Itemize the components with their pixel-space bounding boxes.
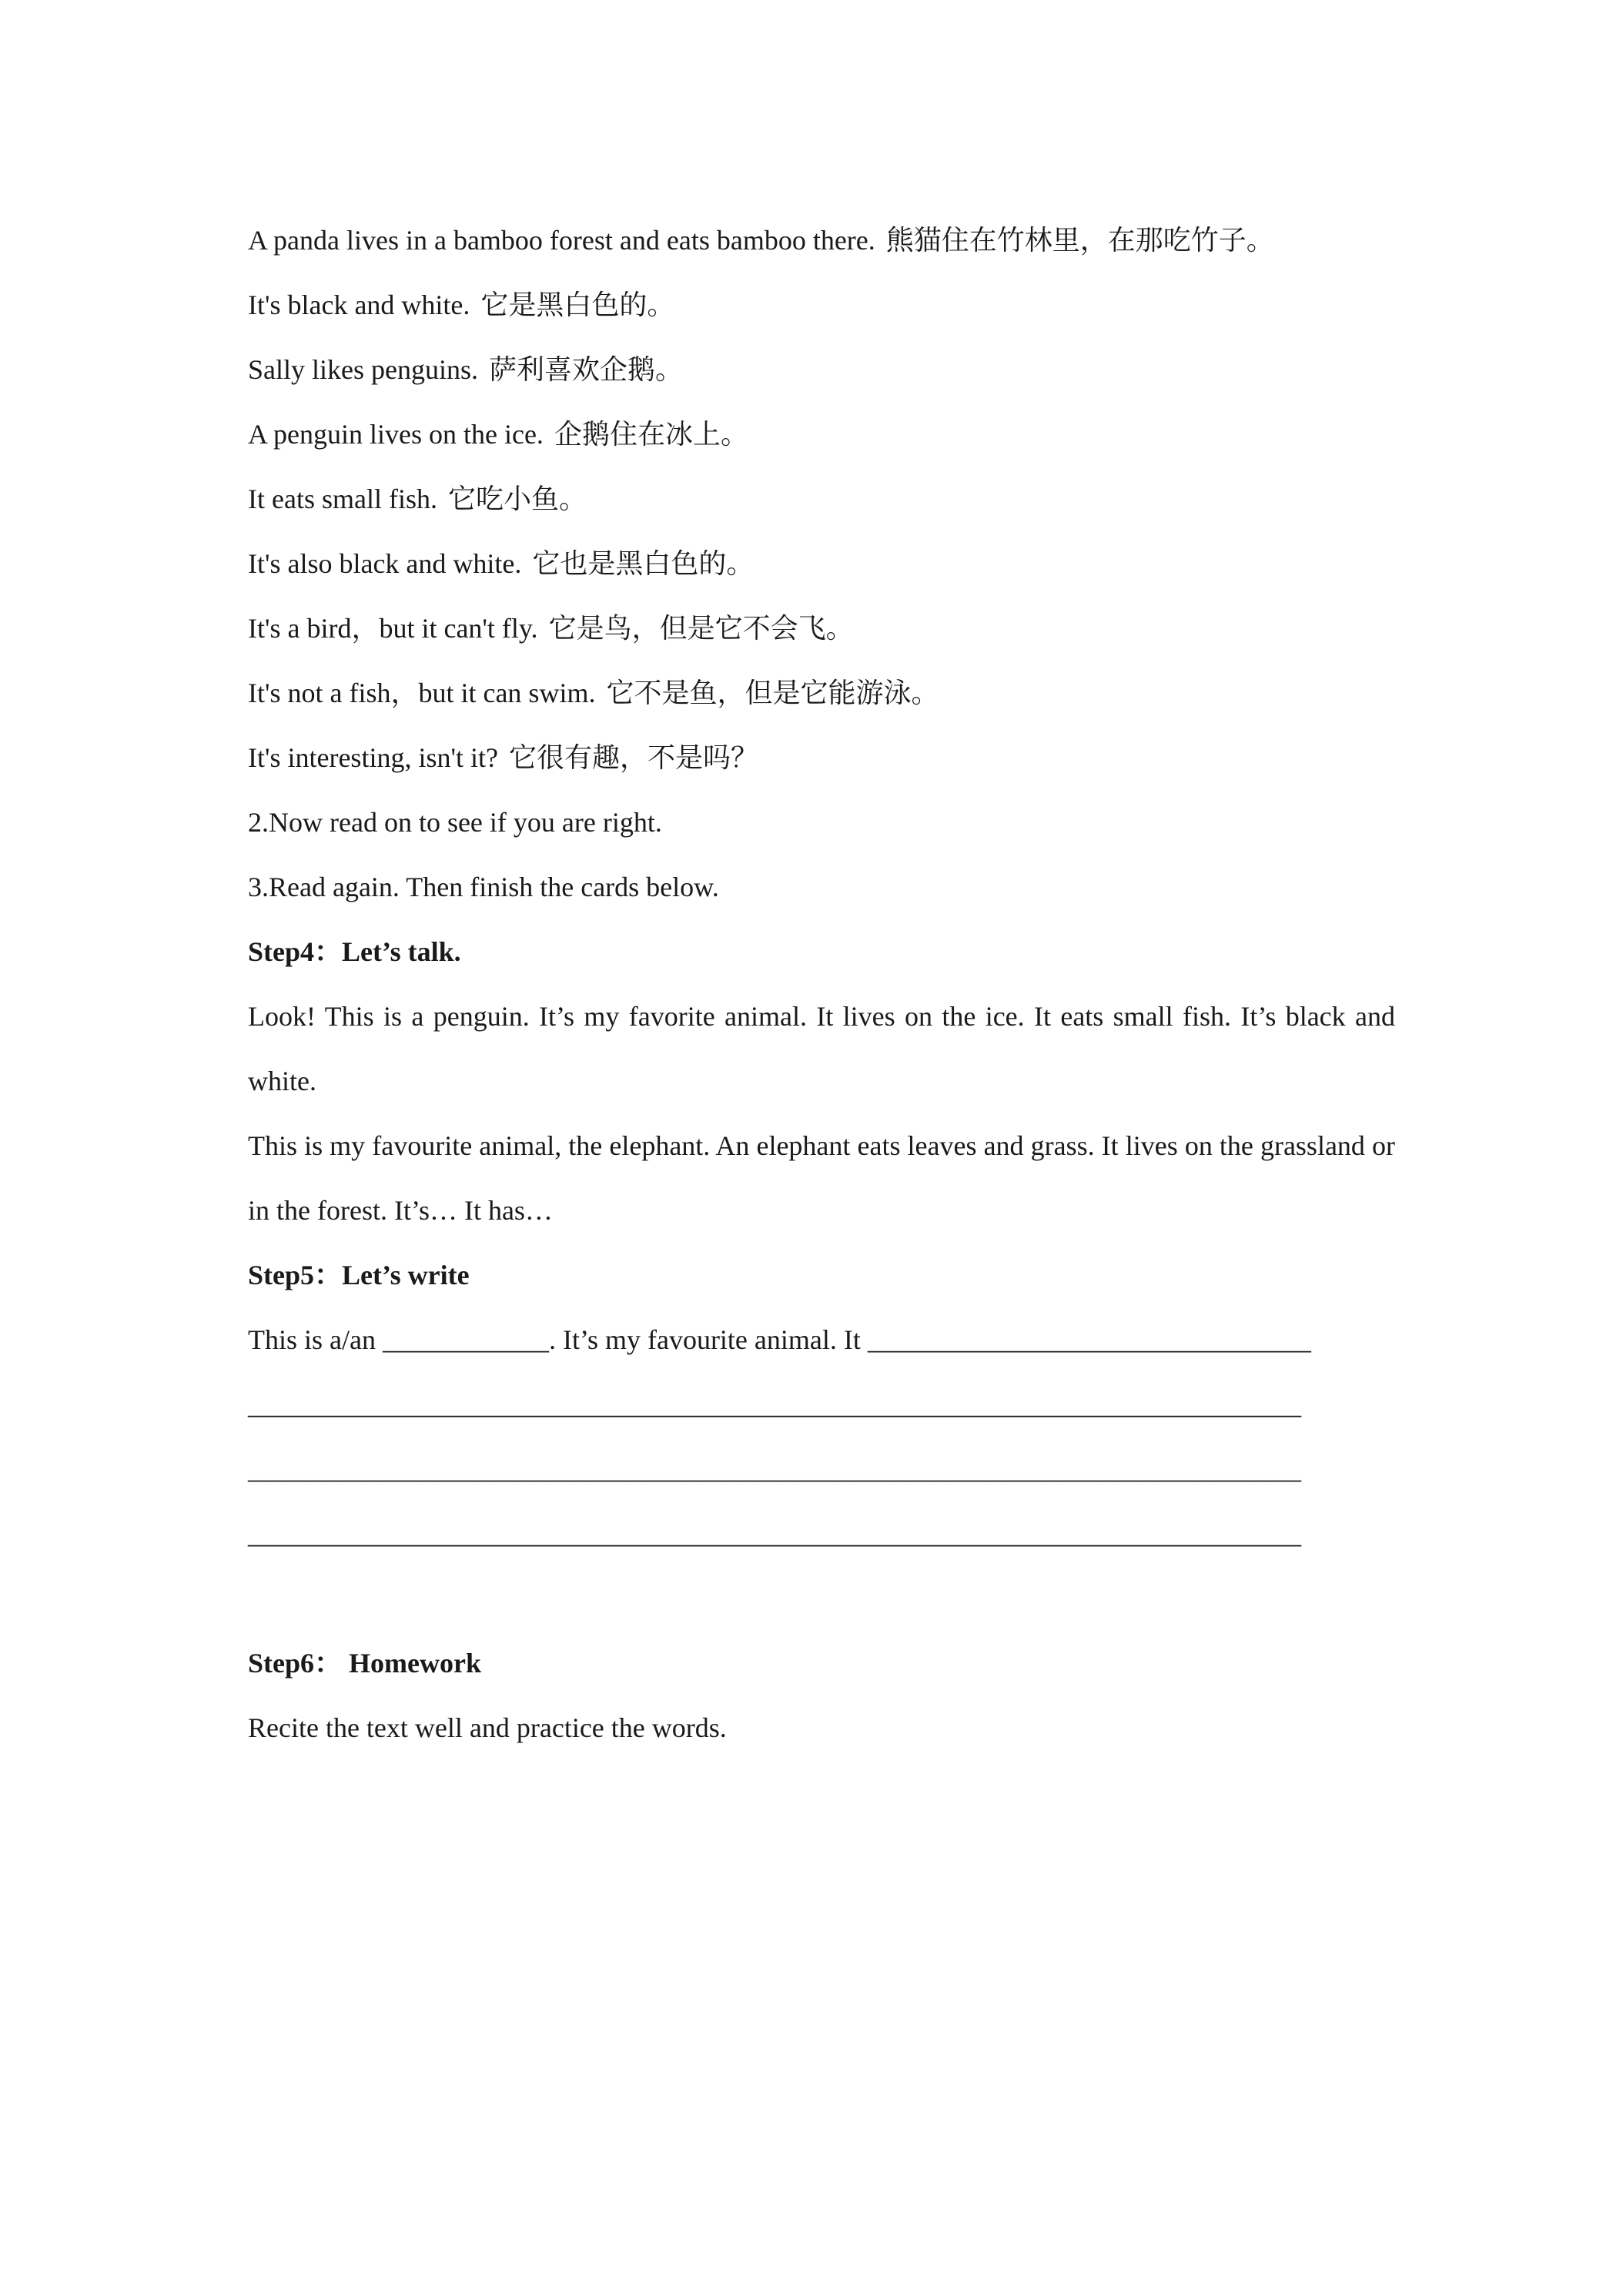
- sentence-line: [248, 402, 1395, 467]
- instruction-item-2: 2.Now read on to see if you are right.: [248, 807, 662, 838]
- writing-blank-line: ____________________________________________________________________________: [248, 1389, 1301, 1420]
- sentence-en: It's interesting, isn't it?: [248, 742, 498, 773]
- sentence-en: It's not a fish，but it can swim.: [248, 678, 596, 708]
- sentence-line: [248, 661, 1395, 725]
- sentence-en: A penguin lives on the ice.: [248, 419, 544, 450]
- sentence-line: [248, 273, 1395, 337]
- sentence-en: It's black and white.: [248, 290, 470, 320]
- sentence-line: [248, 531, 1395, 596]
- sentence-line: [248, 596, 1395, 661]
- sentence-en: It eats small fish.: [248, 484, 437, 514]
- step4-heading: Step4：Let’s talk.: [248, 936, 461, 967]
- sentence-zh: 它也是黑白色的。: [532, 548, 755, 579]
- sentence-zh: 熊猫住在竹林里，在那吃竹子。: [885, 225, 1274, 256]
- writing-blank-line: ____________________________________________________________________________: [248, 1518, 1301, 1549]
- sentence-line: [248, 725, 1395, 790]
- sentence-en: A panda lives in a bamboo forest and eats bamboo there.: [248, 225, 875, 256]
- step5-heading: Step5：Let’s write: [248, 1260, 470, 1290]
- sentence-zh: 它很有趣，不是吗？: [508, 742, 758, 773]
- step4-paragraph-2: This is my favourite animal, the elephant. An elephant eats leaves and grass. It lives on the grassland or in the forest. It’s… It has…: [248, 1130, 1395, 1226]
- step5-writing-prompt: This is a/an ____________. It’s my favourite animal. It ________________________________: [248, 1324, 1311, 1355]
- sentence-line: [248, 467, 1395, 531]
- sentence-zh: 它吃小鱼。: [447, 484, 587, 514]
- sentence-en: Sally likes penguins.: [248, 354, 478, 385]
- instruction-item-3: 3.Read again. Then finish the cards below.: [248, 872, 719, 902]
- sentence-en: It's a bird，but it can't fly.: [248, 613, 538, 644]
- sentence-zh: 它是黑白色的。: [480, 290, 675, 320]
- sentence-zh: 它不是鱼，但是它能游泳。: [606, 678, 939, 708]
- sentence-line: [248, 337, 1395, 402]
- sentence-zh: 企鹅住在冰上。: [554, 419, 748, 450]
- step4-paragraph-1: Look! This is a penguin. It’s my favorite animal. It lives on the ice. It eats small fish. It’s black and white.: [248, 1001, 1395, 1096]
- step6-heading: Step6： Homework: [248, 1648, 481, 1678]
- document-page: [248, 208, 1395, 1760]
- sentence-zh: 它是鸟，但是它不会飞。: [548, 613, 854, 644]
- section-spacer: [248, 1566, 1395, 1631]
- step6-homework-text: Recite the text well and practice the words.: [248, 1712, 727, 1743]
- sentence-zh: 萨利喜欢企鹅。: [489, 354, 684, 385]
- writing-blank-line: ____________________________________________________________________________: [248, 1454, 1301, 1484]
- sentence-en: It's also black and white.: [248, 548, 522, 579]
- sentence-line: [248, 208, 1395, 273]
